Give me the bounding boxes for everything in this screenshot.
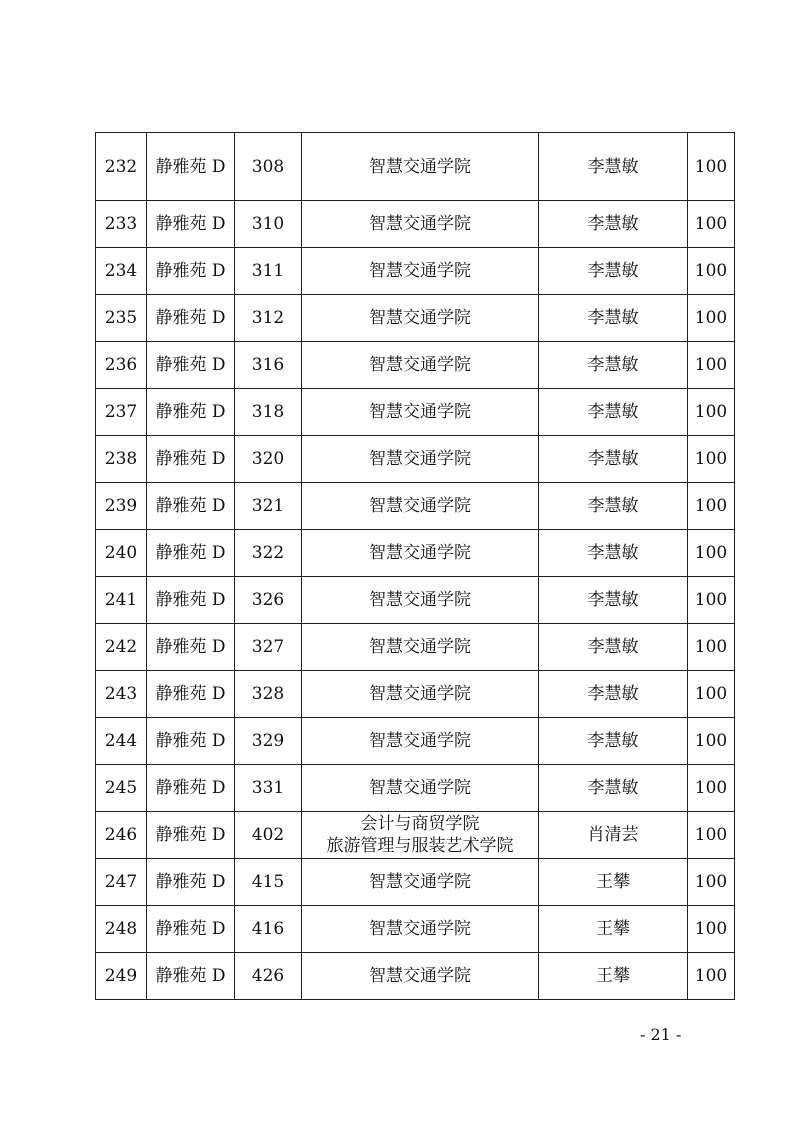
score-cell: 100 (688, 436, 735, 483)
building-cell: 静雅苑 D (147, 248, 235, 295)
college-name: 智慧交通学院 (369, 543, 471, 563)
table-row (96, 953, 735, 1000)
building-cell: 静雅苑 D (147, 201, 235, 248)
college-cell (302, 859, 539, 906)
college-name: 智慧交通学院 (369, 261, 471, 281)
college-cell (302, 812, 539, 859)
table-row (96, 671, 735, 718)
row-number-cell: 246 (96, 812, 147, 859)
room-cell: 318 (235, 389, 302, 436)
table-row (96, 248, 735, 295)
person-cell: 李慧敏 (539, 295, 688, 342)
score-cell: 100 (688, 201, 735, 248)
row-number-cell: 234 (96, 248, 147, 295)
building-cell: 静雅苑 D (147, 906, 235, 953)
college-cell (302, 765, 539, 812)
person-cell: 李慧敏 (539, 201, 688, 248)
college-cell (302, 530, 539, 577)
building-cell: 静雅苑 D (147, 389, 235, 436)
person-cell: 李慧敏 (539, 342, 688, 389)
row-number-cell: 243 (96, 671, 147, 718)
college-name: 会计与商贸学院 (360, 814, 480, 834)
college-name: 智慧交通学院 (369, 872, 471, 892)
table-row (96, 718, 735, 765)
score-cell: 100 (688, 389, 735, 436)
person-cell: 李慧敏 (539, 765, 688, 812)
room-cell: 326 (235, 577, 302, 624)
row-number-cell: 232 (96, 133, 147, 201)
room-cell: 312 (235, 295, 302, 342)
college-name: 智慧交通学院 (369, 731, 471, 751)
room-cell: 328 (235, 671, 302, 718)
score-cell: 100 (688, 718, 735, 765)
room-cell: 329 (235, 718, 302, 765)
table-row (96, 389, 735, 436)
building-cell: 静雅苑 D (147, 624, 235, 671)
score-cell: 100 (688, 812, 735, 859)
table-row (96, 295, 735, 342)
row-number-cell: 244 (96, 718, 147, 765)
row-number-cell: 248 (96, 906, 147, 953)
table-row (96, 859, 735, 906)
table-row (96, 812, 735, 859)
room-cell: 416 (235, 906, 302, 953)
table-row (96, 577, 735, 624)
room-cell: 308 (235, 133, 302, 201)
score-cell: 100 (688, 483, 735, 530)
room-cell: 327 (235, 624, 302, 671)
table-row (96, 765, 735, 812)
table-row (96, 133, 735, 201)
building-cell: 静雅苑 D (147, 953, 235, 1000)
room-cell: 322 (235, 530, 302, 577)
building-cell: 静雅苑 D (147, 133, 235, 201)
person-cell: 李慧敏 (539, 248, 688, 295)
table-row (96, 906, 735, 953)
person-cell: 王攀 (539, 859, 688, 906)
building-cell: 静雅苑 D (147, 483, 235, 530)
college-cell (302, 342, 539, 389)
row-number-cell: 239 (96, 483, 147, 530)
room-cell: 321 (235, 483, 302, 530)
score-cell: 100 (688, 953, 735, 1000)
room-cell: 320 (235, 436, 302, 483)
room-cell: 402 (235, 812, 302, 859)
building-cell: 静雅苑 D (147, 718, 235, 765)
college-cell (302, 671, 539, 718)
college-name: 智慧交通学院 (369, 590, 471, 610)
college-name: 智慧交通学院 (369, 496, 471, 516)
college-name: 智慧交通学院 (369, 778, 471, 798)
building-cell: 静雅苑 D (147, 342, 235, 389)
score-cell: 100 (688, 295, 735, 342)
row-number-cell: 241 (96, 577, 147, 624)
row-number-cell: 236 (96, 342, 147, 389)
person-cell: 王攀 (539, 906, 688, 953)
score-cell: 100 (688, 624, 735, 671)
row-number-cell: 237 (96, 389, 147, 436)
person-cell: 李慧敏 (539, 577, 688, 624)
building-cell: 静雅苑 D (147, 765, 235, 812)
person-cell: 李慧敏 (539, 389, 688, 436)
college-name: 旅游管理与服装艺术学院 (326, 836, 514, 856)
college-cell (302, 624, 539, 671)
person-cell: 李慧敏 (539, 133, 688, 201)
score-cell: 100 (688, 577, 735, 624)
row-number-cell: 245 (96, 765, 147, 812)
college-name: 智慧交通学院 (369, 355, 471, 375)
building-cell: 静雅苑 D (147, 859, 235, 906)
table-row (96, 436, 735, 483)
college-cell (302, 133, 539, 201)
row-number-cell: 235 (96, 295, 147, 342)
college-cell (302, 248, 539, 295)
room-cell: 316 (235, 342, 302, 389)
college-cell (302, 483, 539, 530)
room-cell: 311 (235, 248, 302, 295)
row-number-cell: 242 (96, 624, 147, 671)
row-number-cell: 249 (96, 953, 147, 1000)
building-cell: 静雅苑 D (147, 577, 235, 624)
score-cell: 100 (688, 671, 735, 718)
person-cell: 李慧敏 (539, 436, 688, 483)
person-cell: 李慧敏 (539, 718, 688, 765)
college-name: 智慧交通学院 (369, 214, 471, 234)
score-cell: 100 (688, 859, 735, 906)
score-cell: 100 (688, 906, 735, 953)
room-cell: 331 (235, 765, 302, 812)
person-cell: 李慧敏 (539, 483, 688, 530)
college-cell (302, 906, 539, 953)
college-name: 智慧交通学院 (369, 919, 471, 939)
table-row (96, 483, 735, 530)
table-row (96, 530, 735, 577)
page-number: - 21 - (640, 1025, 682, 1044)
college-cell (302, 718, 539, 765)
row-number-cell: 240 (96, 530, 147, 577)
row-number-cell: 247 (96, 859, 147, 906)
person-cell: 王攀 (539, 953, 688, 1000)
college-cell (302, 295, 539, 342)
row-number-cell: 238 (96, 436, 147, 483)
building-cell: 静雅苑 D (147, 671, 235, 718)
college-cell (302, 201, 539, 248)
score-cell: 100 (688, 248, 735, 295)
college-cell (302, 389, 539, 436)
table-row (96, 342, 735, 389)
college-cell (302, 953, 539, 1000)
person-cell: 李慧敏 (539, 530, 688, 577)
college-name: 智慧交通学院 (369, 684, 471, 704)
room-cell: 415 (235, 859, 302, 906)
score-cell: 100 (688, 342, 735, 389)
table-body (96, 133, 735, 1000)
score-cell: 100 (688, 530, 735, 577)
room-cell: 310 (235, 201, 302, 248)
dormitory-score-table (95, 132, 735, 1000)
college-cell (302, 436, 539, 483)
table-row (96, 624, 735, 671)
college-name: 智慧交通学院 (369, 966, 471, 986)
table-row (96, 201, 735, 248)
college-name: 智慧交通学院 (369, 449, 471, 469)
person-cell: 李慧敏 (539, 624, 688, 671)
score-cell: 100 (688, 765, 735, 812)
college-cell (302, 577, 539, 624)
college-name: 智慧交通学院 (369, 637, 471, 657)
score-cell: 100 (688, 133, 735, 201)
building-cell: 静雅苑 D (147, 295, 235, 342)
college-name: 智慧交通学院 (369, 156, 471, 177)
room-cell: 426 (235, 953, 302, 1000)
college-name: 智慧交通学院 (369, 402, 471, 422)
college-name: 智慧交通学院 (369, 308, 471, 328)
person-cell: 李慧敏 (539, 671, 688, 718)
building-cell: 静雅苑 D (147, 812, 235, 859)
row-number-cell: 233 (96, 201, 147, 248)
person-cell: 肖清芸 (539, 812, 688, 859)
building-cell: 静雅苑 D (147, 436, 235, 483)
building-cell: 静雅苑 D (147, 530, 235, 577)
